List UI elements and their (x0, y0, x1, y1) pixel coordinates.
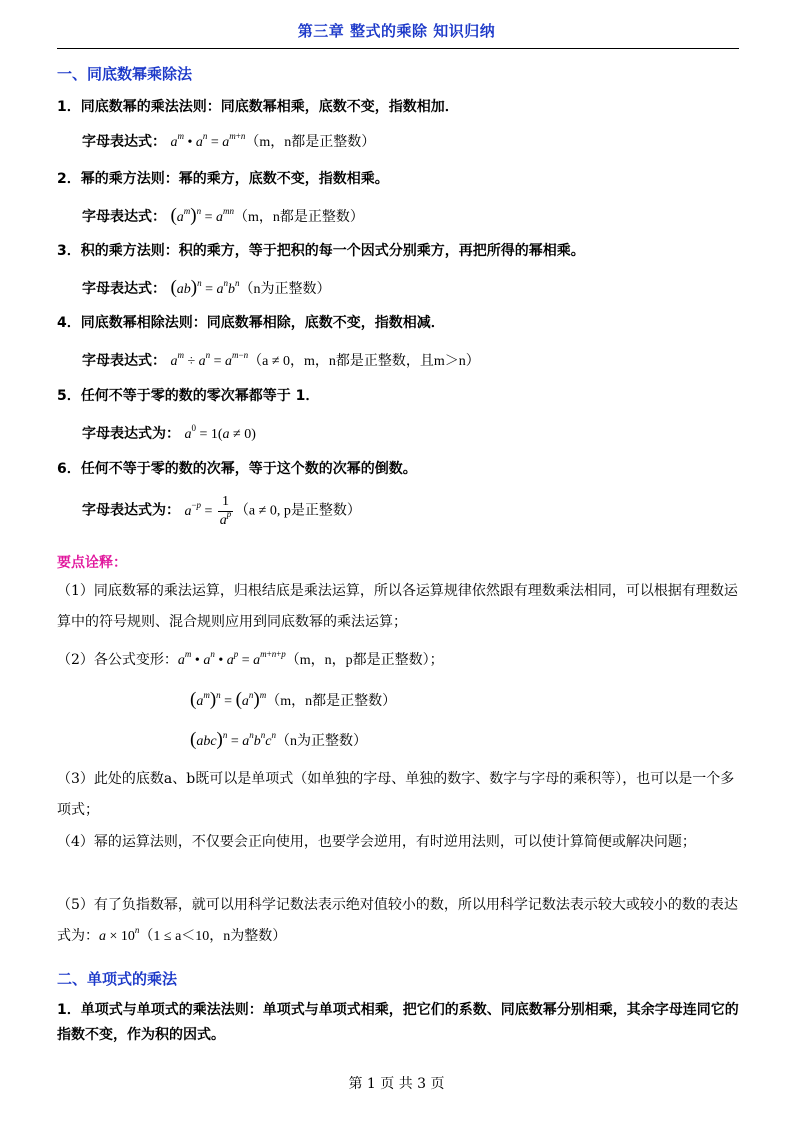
section-2-rule-1: 1．单项式与单项式的乘法法则：单项式与单项式相乘，把它们的系数、同底数幂分别相乘，其余字母连同它的指数不变，作为积的因式。 (57, 1002, 739, 1043)
section-heading-1: 一、同底数幂乘除法 (57, 65, 193, 83)
note-2-condition-3: （n为正整数） (276, 734, 367, 749)
note-2 (57, 645, 747, 676)
rule-2-formula: $(a^m)^n = a^{mn}$ (170, 205, 235, 226)
section-heading-2: 二、单项式的乘法 (57, 970, 178, 988)
rule-2-expression (82, 206, 364, 226)
rule-2-text: 2．幂的乘方法则：幂的乘方，底数不变，指数相乘。 (57, 171, 389, 187)
rule-5-label: 字母表达式为： (82, 426, 180, 442)
keypoints-heading: 要点诠释： (57, 555, 127, 571)
note-3: （3）此处的底数a、b既可以是单项式（如单独的字母、单独的数字、数字与字母的乘积等），也可以是一个多项式； (57, 771, 735, 818)
note-4: （4）幂的运算法则，不仅要会正向使用，也要学会逆用，有时逆用法则，可以使计算简便或解决问题； (57, 834, 696, 850)
rule-3-label: 字母表达式： (82, 281, 166, 297)
note-2-formula-1: $a^m$ • $a^n$ • $a^p = a^{m+n+p}$ (177, 649, 286, 668)
note-2-formula-2: $(a^m)^n = (a^n)^m(m$，n都是正整数） (190, 689, 397, 710)
rule-5-expression (82, 423, 256, 443)
rule-1-text: 1．同底数幂的乘法法则：同底数幂相乘，底数不变，指数相加． (57, 99, 459, 115)
note-5-text: （5）有了负指数幂，就可以用科学记数法表示绝对值较小的数，所以用科学记数法表示较大或较小的数的表达式为： (57, 897, 738, 944)
rule-3-expression (82, 278, 331, 298)
rule-2-condition: （m，n都是正整数） (234, 210, 364, 225)
page-footer: 第 1 页 共 3 页 (348, 1076, 445, 1092)
note-5-formula: $a \times 10^n$ (99, 925, 140, 944)
header-divider (57, 48, 739, 49)
rule-1-condition: （m，n都是正整数） (245, 135, 376, 150)
rule-6-label: 字母表达式为： (82, 502, 180, 519)
rule-4-formula: $a^m \div a^n = a^{m-n}$ (170, 350, 249, 369)
rule-3-text: 3．积的乘方法则：积的乘方，等于把积的每一个因式分别乘方，再把所得的幂相乘。 (57, 243, 585, 259)
rule-1-label: 字母表达式： (82, 134, 166, 150)
note-2-condition-1: （m，n，p都是正整数）； (285, 653, 444, 668)
rule-4-expression (82, 350, 480, 370)
note-1: （1）同底数幂的乘法运算，归根结底是乘法运算，所以各运算规律依然跟有理数乘法相同，可以根据有理数运算中的符号规则、混合规则应用到同底数幂的乘法运算； (57, 583, 738, 630)
reciprocal-fraction: $\frac{1}{a^p}$ (219, 494, 232, 528)
note-5-condition: （1 ≤ a＜10，n为整数） (139, 929, 287, 944)
rule-3-condition: （n为正整数） (239, 282, 331, 297)
rule-4-text: 4．同底数幂相除法则：同底数幂相除，底数不变，指数相减． (57, 315, 445, 331)
page-title: 第三章 整式的乘除 知识归纳 (297, 22, 496, 40)
rule-6-text: 6．任何不等于零的数的次幂，等于这个数的次幂的倒数。 (57, 461, 417, 477)
rule-5-text: 5．任何不等于零的数的零次幂都等于 1． (57, 388, 320, 404)
rule-1-expression (82, 131, 375, 151)
rule-5-formula: $a^0 = 1(a \ne 0)$ (184, 423, 256, 442)
rule-6-expression (82, 493, 361, 530)
rule-4-label: 字母表达式： (82, 353, 166, 369)
note-2-formula-3: $(abc)^n = a^nb^nc^n(n$为正整数） (190, 729, 367, 750)
note-2-prefix: （2）各公式变形： (57, 652, 178, 668)
rule-6-formula: $a^{-p}$ = $\frac{1}{a^p}$ (184, 494, 232, 528)
rule-3-formula: $(ab)^n = a^nb^n$ (170, 277, 240, 298)
rule-6-condition: （a ≠ 0, p是正整数） (234, 503, 361, 519)
note-5 (57, 890, 747, 952)
note-2-condition-2: （m，n都是正整数） (266, 694, 397, 709)
rule-4-condition: （a ≠ 0，m，n都是正整数，且m＞n） (248, 354, 480, 369)
rule-1-formula: $a^m$ • $a^n = a^{m+n}$ (170, 131, 246, 150)
rule-2-label: 字母表达式： (82, 209, 166, 225)
